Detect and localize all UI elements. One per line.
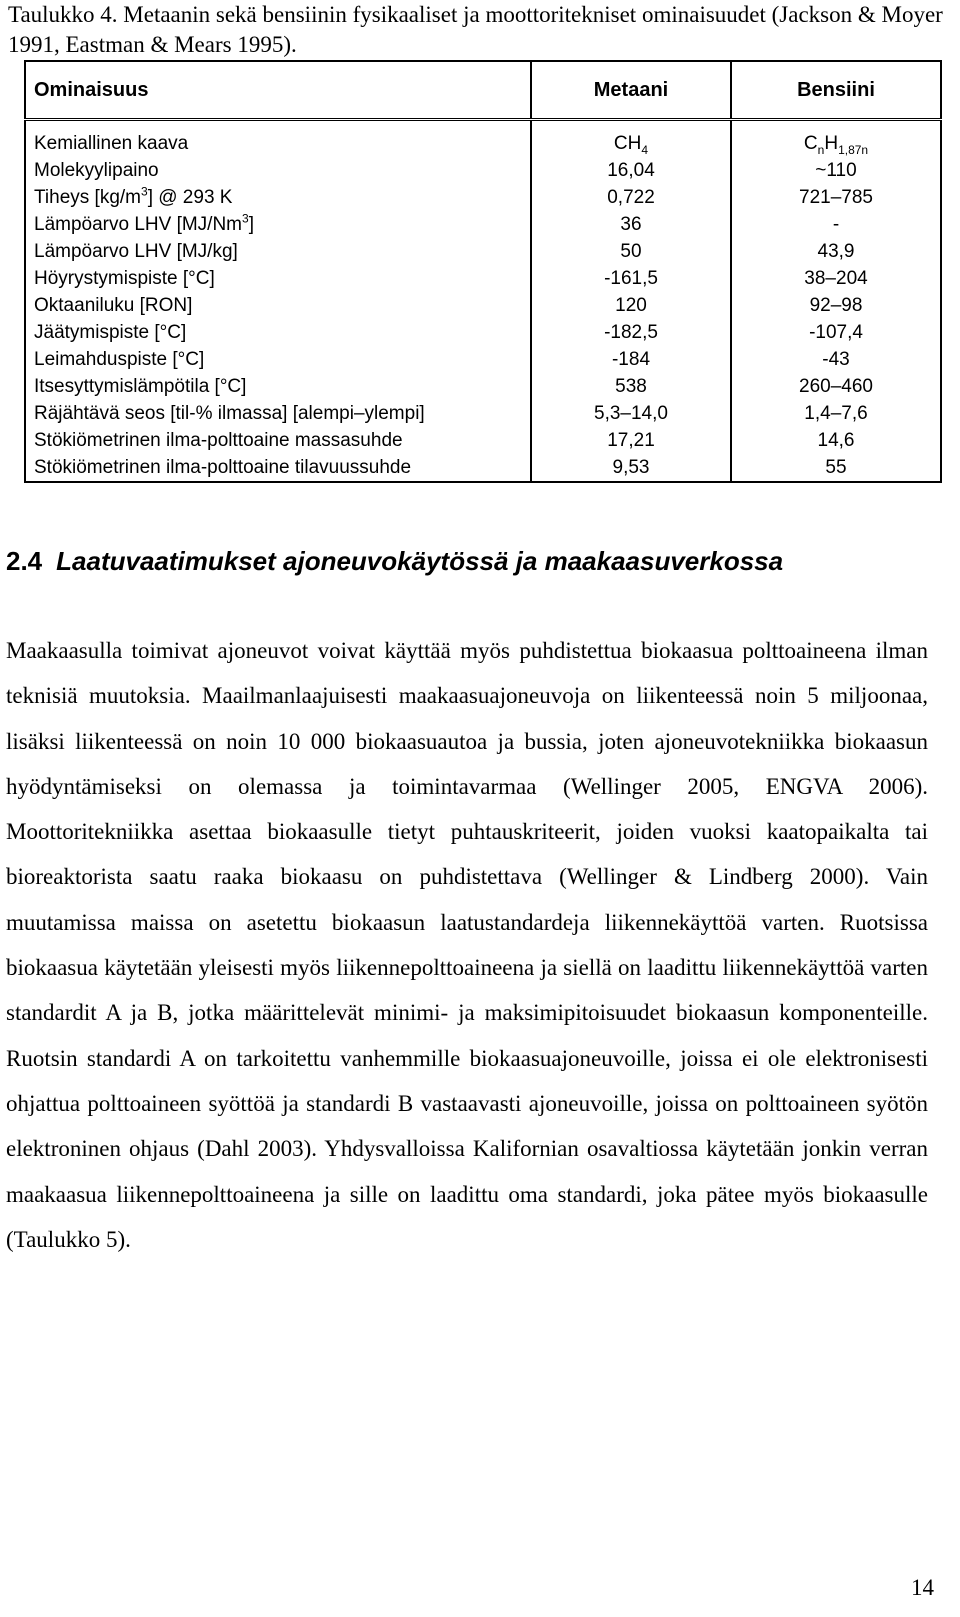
table-row bbox=[25, 427, 941, 454]
cell-gasoline bbox=[731, 120, 941, 158]
cell-gasoline: -107,4 bbox=[731, 319, 941, 346]
cell-property: Itsesyttymislämpötila [°C] bbox=[25, 373, 531, 400]
property-post: ] @ 293 K bbox=[147, 187, 233, 208]
cell-gasoline: 1,4–7,6 bbox=[731, 400, 941, 427]
cell-property: Stökiömetrinen ilma-polttoaine tilavuussuhde bbox=[25, 454, 531, 482]
cell-methane: 50 bbox=[531, 238, 731, 265]
formula-base: CH bbox=[613, 133, 642, 154]
cell-property: Leimahduspiste [°C] bbox=[25, 346, 531, 373]
cell-gasoline: 55 bbox=[731, 454, 941, 482]
cell-methane: -184 bbox=[531, 346, 731, 373]
table-row bbox=[25, 319, 941, 346]
table-caption: Taulukko 4. Metaanin sekä bensiinin fysikaaliset ja moottoritekniset ominaisuudet (Jackson & Moyer 1991, Eastman & Mears 1995). bbox=[8, 2, 943, 57]
cell-gasoline: ~110 bbox=[731, 157, 941, 184]
header-methane: Metaani bbox=[531, 61, 731, 120]
property-sup: 3 bbox=[141, 184, 148, 199]
formula-h: H bbox=[824, 133, 839, 154]
formula-sub: 4 bbox=[641, 142, 649, 157]
property-sup: 3 bbox=[242, 211, 249, 226]
header-gasoline: Bensiini bbox=[731, 61, 941, 120]
table-row bbox=[25, 184, 941, 211]
section-heading bbox=[6, 546, 783, 577]
cell-property: Oktaaniluku [RON] bbox=[25, 292, 531, 319]
cell-gasoline: - bbox=[731, 211, 941, 238]
cell-methane: 120 bbox=[531, 292, 731, 319]
cell-property: Kemiallinen kaava bbox=[25, 120, 531, 158]
cell-gasoline: 92–98 bbox=[731, 292, 941, 319]
table-row bbox=[25, 157, 941, 184]
cell-property: Molekyylipaino bbox=[25, 157, 531, 184]
table-row bbox=[25, 346, 941, 373]
cell-property: Jäätymispiste [°C] bbox=[25, 319, 531, 346]
formula-c-sub: n bbox=[817, 142, 825, 157]
formula-c: C bbox=[803, 133, 818, 154]
properties-table bbox=[24, 60, 942, 483]
cell-gasoline: 14,6 bbox=[731, 427, 941, 454]
cell-property: Lämpöarvo LHV [MJ/kg] bbox=[25, 238, 531, 265]
cell-methane: 16,04 bbox=[531, 157, 731, 184]
table-row bbox=[25, 373, 941, 400]
cell-methane: 36 bbox=[531, 211, 731, 238]
page-number: 14 bbox=[911, 1575, 934, 1600]
property-pre: Tiheys [kg/m bbox=[34, 187, 141, 208]
cell-property: Räjähtävä seos [til-% ilmassa] [alempi–ylempi] bbox=[25, 400, 531, 427]
cell-methane: 9,53 bbox=[531, 454, 731, 482]
cell-property bbox=[25, 211, 531, 238]
section-number: 2.4 bbox=[6, 546, 43, 576]
property-post: ] bbox=[248, 214, 254, 235]
property-pre: Lämpöarvo LHV [MJ/Nm bbox=[34, 214, 243, 235]
cell-gasoline: 260–460 bbox=[731, 373, 941, 400]
cell-methane: 5,3–14,0 bbox=[531, 400, 731, 427]
table-row bbox=[25, 211, 941, 238]
table-row bbox=[25, 292, 941, 319]
cell-methane: 17,21 bbox=[531, 427, 731, 454]
body-paragraph: Maakaasulla toimivat ajoneuvot voivat käyttää myös puhdistettua biokaasua polttoaineena ilman teknisiä muutoksia. Maailmanlaajuisesti maakaasuajoneuvoja on liikenteessä noin 5 miljoonaa, lisäksi liikenteessä on noin 10 000 biokaasuautoa ja bussia, joten ajoneuvotekniikka biokaasun hyödyntämiseksi on olemassa ja toimintavarmaa (Wellinger 2005, ENGVA 2006). Moottoritekniikka asettaa biokaasulle tietyt puhtauskriteerit, joiden vuoksi kaatopaikalta tai bioreaktorista saatu raaka biokaasu on puhdistettava (Wellinger & Lindberg 2000). Vain muutamissa maissa on asetettu biokaasun laatustandardeja liikennekäyttöä varten. Ruotsissa biokaasua käytetään yleisesti myös liikennepolttoaineena ja siellä on laadittu liikennekäyttöä varten standardit A ja B, jotka määrittelevät minimi- ja maksimipitoisuudet biokaasun komponenteille. Ruotsin standardi A on tarkoitettu vanhemmille biokaasuajoneuvoille, joissa ei ole elektronisesti ohjattua polttoaineen syöttöä ja standardi B vastaavasti ajoneuvoille, joissa on polttoaineen syötön elektroninen ohjaus (Dahl 2003). Yhdysvalloissa Kalifornian osavaltiossa käytetään jonkin verran maakaasua liikennepolttoaineena ja sille on laadittu oma standardi, joka pätee myös biokaasulle (Taulukko 5). bbox=[6, 638, 928, 1252]
cell-methane: -182,5 bbox=[531, 319, 731, 346]
cell-gasoline: 43,9 bbox=[731, 238, 941, 265]
cell-property: Höyrystymispiste [°C] bbox=[25, 265, 531, 292]
cell-methane: 0,722 bbox=[531, 184, 731, 211]
cell-property bbox=[25, 184, 531, 211]
table-row bbox=[25, 120, 941, 158]
cell-methane: 538 bbox=[531, 373, 731, 400]
table-row bbox=[25, 454, 941, 482]
table-header-row bbox=[25, 61, 941, 120]
cell-methane bbox=[531, 120, 731, 158]
table-row bbox=[25, 265, 941, 292]
table-row bbox=[25, 238, 941, 265]
cell-methane: -161,5 bbox=[531, 265, 731, 292]
cell-gasoline: -43 bbox=[731, 346, 941, 373]
header-property: Ominaisuus bbox=[25, 61, 531, 120]
cell-gasoline: 721–785 bbox=[731, 184, 941, 211]
formula-h-sub: 1,87n bbox=[838, 142, 869, 157]
cell-property: Stökiömetrinen ilma-polttoaine massasuhde bbox=[25, 427, 531, 454]
table-row bbox=[25, 400, 941, 427]
cell-gasoline: 38–204 bbox=[731, 265, 941, 292]
section-title: Laatuvaatimukset ajoneuvokäytössä ja maakaasuverkossa bbox=[56, 546, 784, 576]
